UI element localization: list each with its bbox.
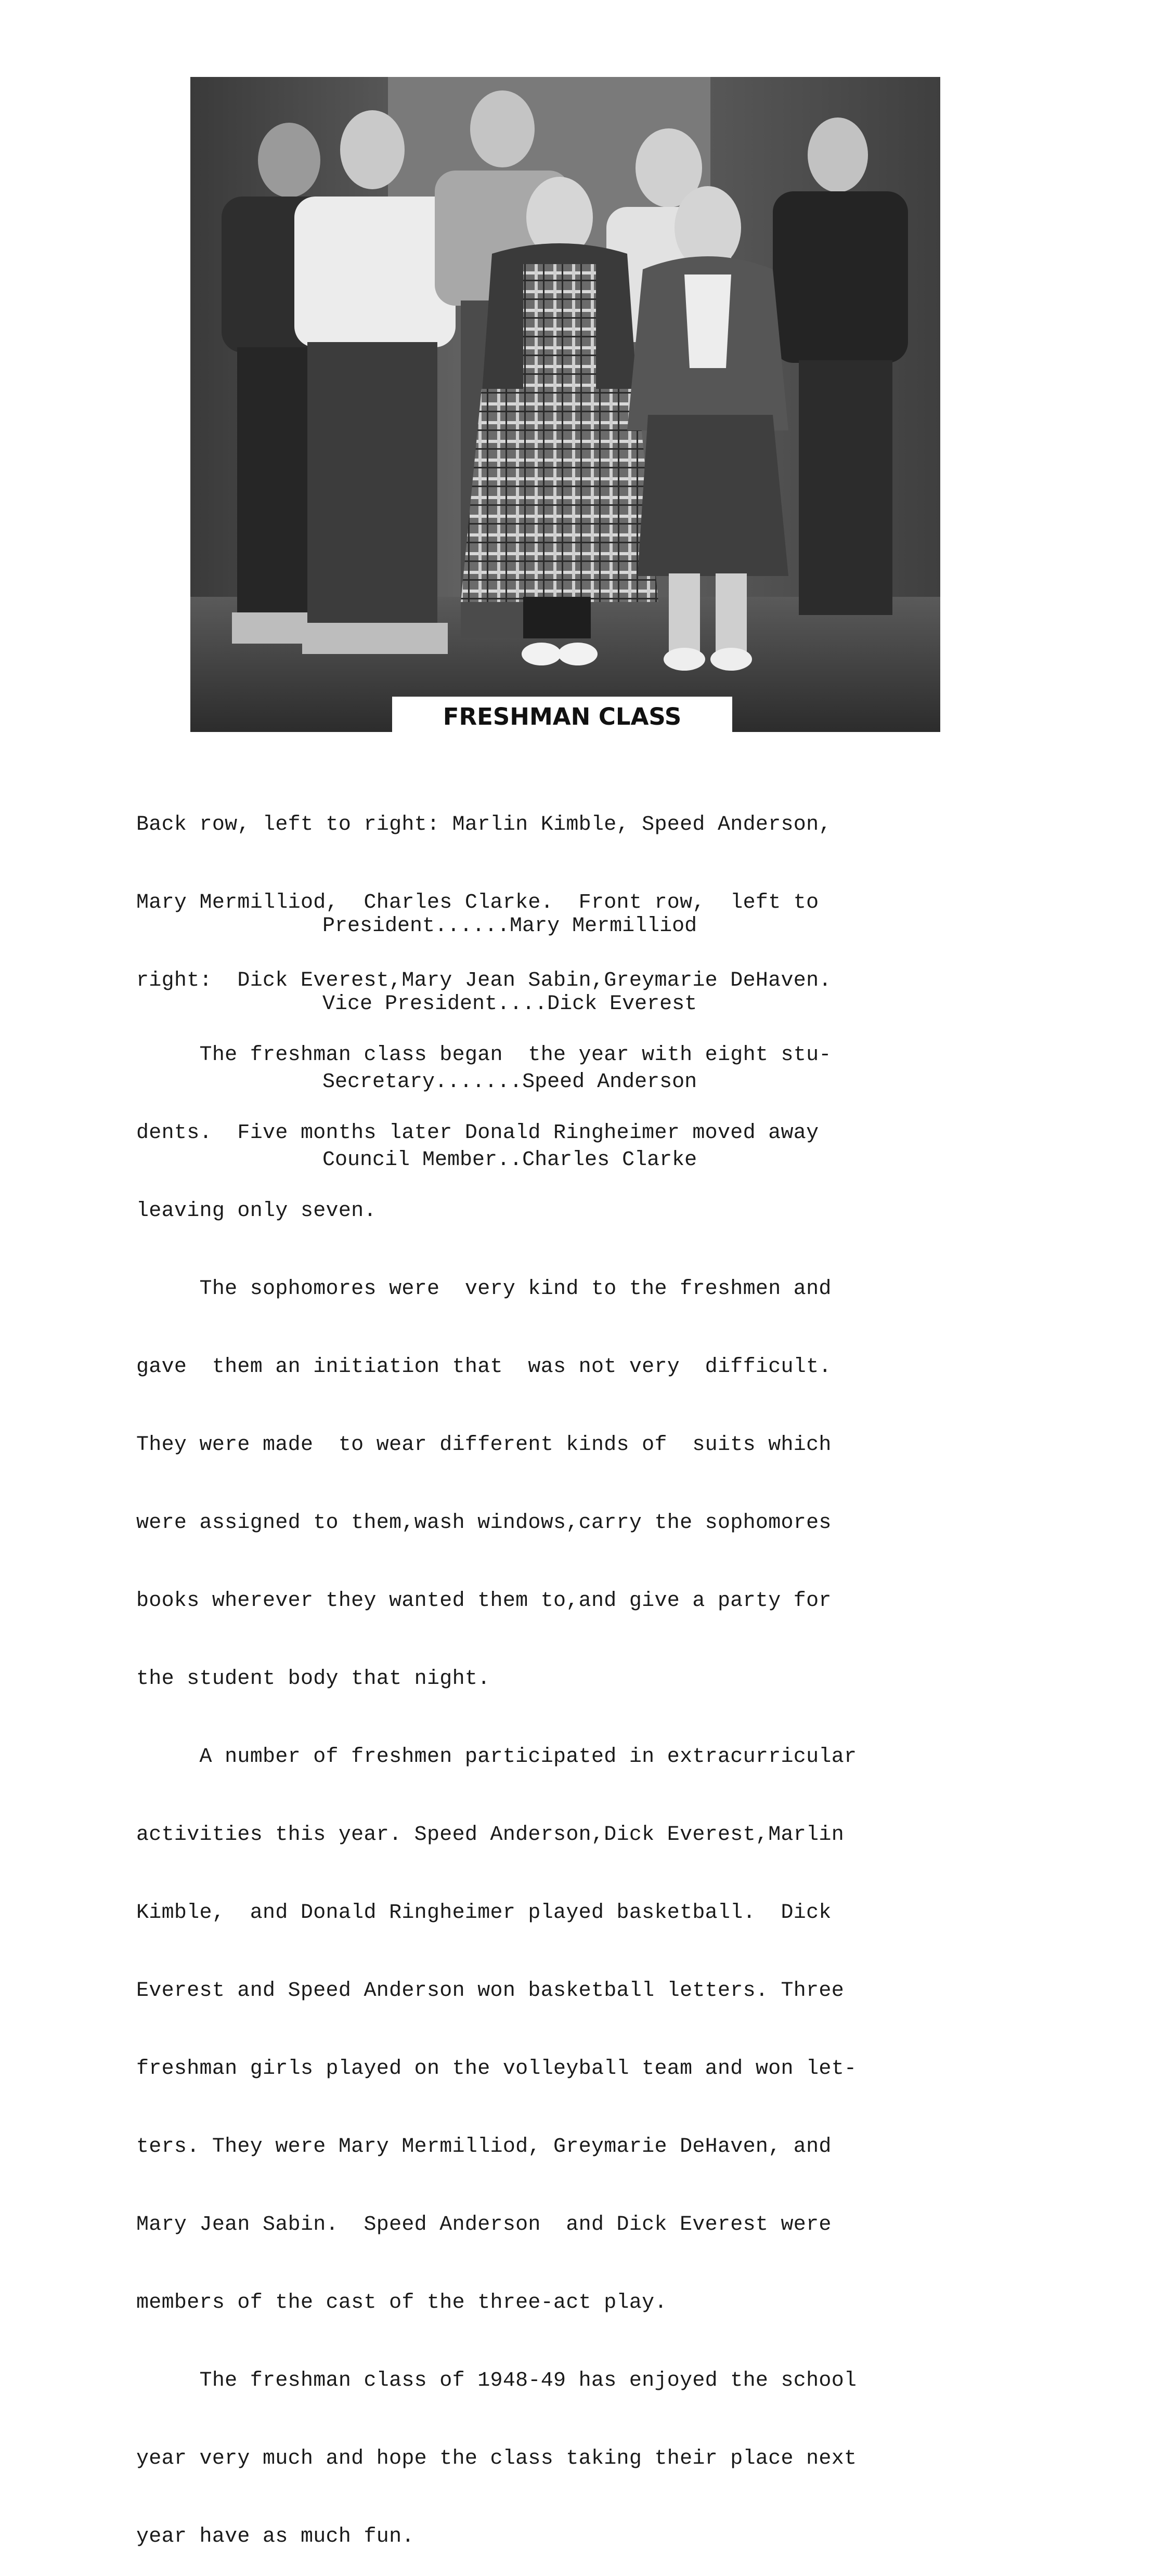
body-line: were assigned to them,wash windows,carry the sophomores bbox=[136, 1511, 832, 1535]
body-line: The freshman class of 1948-49 has enjoyed the school bbox=[136, 2369, 857, 2392]
body-line: books wherever they wanted them to,and give a party for bbox=[136, 1589, 832, 1613]
body-line: Everest and Speed Anderson won basketball letters. Three bbox=[136, 1979, 845, 2003]
class-photo-image bbox=[190, 77, 940, 732]
officer-vice-president: Vice President....Dick Everest bbox=[322, 992, 697, 1016]
body-line: They were made to wear different kinds of suits which bbox=[136, 1433, 832, 1457]
body-line: Mary Jean Sabin. Speed Anderson and Dick Everest were bbox=[136, 2213, 832, 2237]
body-line: the student body that night. bbox=[136, 1667, 490, 1691]
officer-council-member: Council Member..Charles Clarke bbox=[322, 1148, 697, 1172]
body-line: dents. Five months later Donald Ringheimer moved away bbox=[136, 1121, 819, 1145]
body-line: The freshman class began the year with eight stu- bbox=[136, 1043, 832, 1067]
body-line: ters. They were Mary Mermilliod, Greymarie DeHaven, and bbox=[136, 2135, 832, 2159]
body-text bbox=[136, 990, 985, 2576]
body-line: activities this year. Speed Anderson,Dick Everest,Marlin bbox=[136, 1823, 845, 1847]
names-caption-line: right: Dick Everest,Mary Jean Sabin,Greymarie DeHaven. bbox=[136, 969, 832, 992]
photo-caption: FRESHMAN CLASS bbox=[392, 697, 732, 736]
names-caption-line: Back row, left to right: Marlin Kimble, Speed Anderson, bbox=[136, 813, 832, 836]
body-line: The sophomores were very kind to the freshmen and bbox=[136, 1277, 832, 1301]
body-line: year have as much fun. bbox=[136, 2525, 414, 2548]
body-line: leaving only seven. bbox=[136, 1199, 377, 1223]
names-caption-line: Mary Mermilliod, Charles Clarke. Front row, left to bbox=[136, 891, 819, 914]
body-line: Kimble, and Donald Ringheimer played basketball. Dick bbox=[136, 1901, 832, 1925]
body-line: A number of freshmen participated in extracurricular bbox=[136, 1745, 857, 1769]
body-line: freshman girls played on the volleyball team and won let- bbox=[136, 2057, 857, 2081]
officer-secretary: Secretary.......Speed Anderson bbox=[322, 1070, 697, 1094]
class-photo bbox=[190, 77, 940, 732]
body-line: gave them an initiation that was not very difficult. bbox=[136, 1355, 832, 1379]
body-line: year very much and hope the class taking their place next bbox=[136, 2447, 857, 2470]
body-line: members of the cast of the three-act play. bbox=[136, 2291, 667, 2315]
officer-president: President......Mary Mermilliod bbox=[322, 914, 697, 938]
